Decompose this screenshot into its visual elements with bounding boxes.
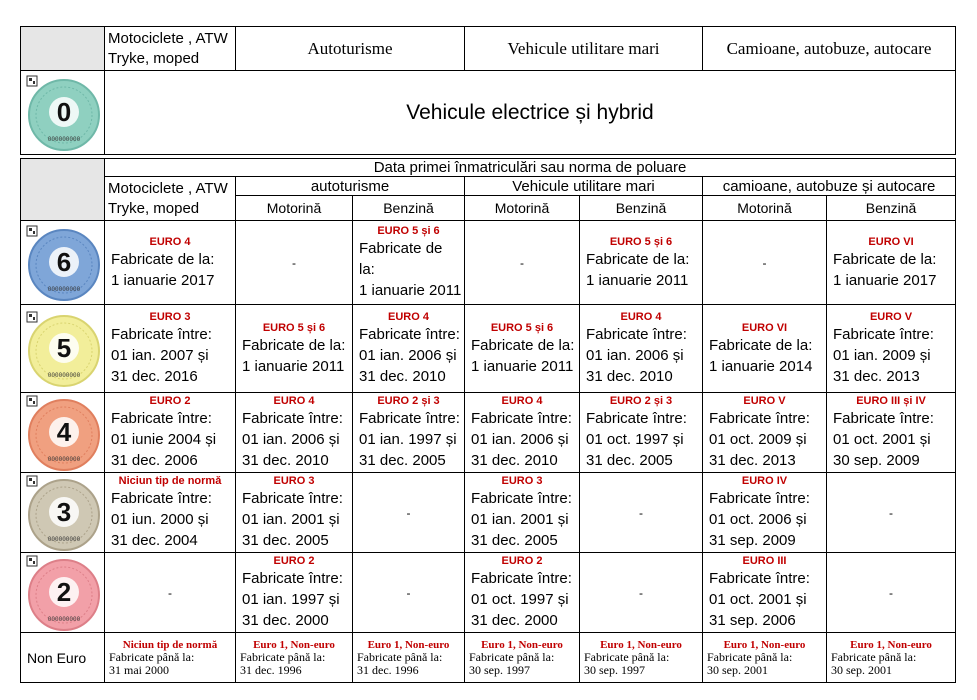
sticker-serial: 000000000 — [47, 371, 80, 379]
date-range-text: 31 dec. 2005 — [471, 532, 558, 549]
norm-cell — [105, 393, 236, 473]
norm-cell — [353, 393, 465, 473]
fuel-header: Motorină — [703, 196, 827, 221]
date-range-text: 01 oct. 1997 și — [471, 591, 569, 608]
empty-cell: - — [827, 473, 956, 553]
euro-norm-label: EURO 4 — [501, 395, 543, 407]
date-range-text: 31 dec. 2013 — [709, 452, 796, 469]
non-euro-cell: Euro 1, Non-euro Fabricate până la: 30 sep. 1997 — [580, 633, 703, 683]
empty-cell: - — [105, 553, 236, 633]
date-range-text: 01 ian. 1997 și — [359, 431, 457, 448]
date-range-text: 31 dec. 2010 — [471, 452, 558, 469]
euro-norm-label: EURO 4 — [149, 235, 191, 248]
fuel-header: Motorină — [236, 196, 353, 221]
date-range-text: 31 dec. 2013 — [833, 368, 920, 385]
date-range-text: 30 sep. 2009 — [833, 452, 920, 469]
header-moto-main: Motociclete , ATW Tryke, moped — [105, 177, 236, 221]
norm-cell — [105, 473, 236, 553]
norm-cell — [105, 221, 236, 305]
date-range-text: 01 oct. 2006 și — [709, 511, 807, 528]
date-range-text: Fabricate între: — [471, 410, 572, 427]
fuel-header: Benzină — [353, 196, 465, 221]
date-range-text: 31 dec. 2006 — [111, 452, 198, 469]
date-range-text: 01 ian. 2006 și — [471, 431, 569, 448]
date-range-text: Fabricate între: — [242, 490, 343, 507]
date-range-text: Fabricate de la: — [111, 250, 215, 268]
date-range-text: Fabricate între: — [471, 570, 572, 587]
date-range-text: 01 ian. 2006 și — [242, 431, 340, 448]
euro-norm-label: EURO VI — [741, 321, 788, 334]
date-range-text: 01 ian. 2001 și — [242, 511, 340, 528]
empty-cell: - — [353, 553, 465, 633]
empty-cell: - — [465, 221, 580, 305]
non-euro-cell: Euro 1, Non-euro Fabricate până la: 31 dec. 1996 — [236, 633, 353, 683]
norm-cell — [236, 473, 353, 553]
date-range-text: Fabricate de la: — [586, 250, 690, 268]
sticker-6-icon — [24, 224, 102, 302]
non-euro-cell: Euro 1, Non-euro Fabricate până la: 30 sep. 2001 — [827, 633, 956, 683]
date-range-text: 01 ian. 2006 și — [586, 347, 684, 364]
norm-cell — [827, 393, 956, 473]
non-euro-cell: Euro 1, Non-euro Fabricate până la: 30 sep. 2001 — [703, 633, 827, 683]
norm-cell — [703, 553, 827, 633]
euro-norm-label: EURO 4 — [273, 395, 315, 407]
date-range-text: Fabricate între: — [111, 410, 212, 427]
sticker-cell — [21, 221, 105, 305]
date-range-text: 1 ianuarie 2011 — [359, 282, 462, 299]
norm-cell — [465, 553, 580, 633]
date-range-text: 1 ianuarie 2011 — [586, 271, 689, 289]
norm-cell — [236, 305, 353, 393]
header-utilitare: Vehicule utilitare mari — [465, 27, 703, 71]
sticker-number: 4 — [56, 416, 71, 447]
date-range-text: Fabricate între: — [833, 326, 934, 343]
date-range-text: Fabricate de la: — [359, 240, 443, 278]
sticker-cell-0 — [21, 71, 105, 155]
norm-cell — [105, 305, 236, 393]
norm-cell — [353, 305, 465, 393]
sticker-0-icon — [24, 74, 102, 152]
euro-norm-label: EURO 4 — [620, 311, 662, 323]
date-range-text: 1 ianuarie 2017 — [111, 271, 215, 289]
date-range-text: Fabricate între: — [111, 326, 212, 343]
empty-cell: - — [827, 553, 956, 633]
euro-norm-label: EURO 2 — [149, 395, 191, 407]
date-range-text: Fabricate între: — [709, 490, 810, 507]
euro-norm-label: EURO III și IV — [856, 395, 926, 407]
date-range-text: 01 ian. 2007 și — [111, 347, 209, 364]
date-range-text: 31 dec. 2005 — [242, 532, 329, 549]
sticker-2-icon — [24, 554, 102, 632]
euro-norm-label: EURO 5 și 6 — [490, 321, 554, 334]
date-range-text: 1 ianuarie 2011 — [471, 357, 574, 375]
non-euro-cell: Niciun tip de normă Fabricate până la: 31 mai 2000 — [105, 633, 236, 683]
sticker-number: 6 — [56, 246, 71, 277]
sticker-serial: 000000000 — [47, 455, 80, 463]
euro-norm-label: EURO 3 — [273, 475, 315, 487]
empty-cell: - — [236, 221, 353, 305]
empty-cell: - — [580, 473, 703, 553]
header-camioane: Camioane, autobuze, autocare — [703, 27, 956, 71]
euro-norm-label: EURO 3 — [149, 311, 191, 323]
norm-cell — [580, 221, 703, 305]
sticker-4-icon — [24, 394, 102, 472]
euro-norm-label: EURO 2 și 3 — [377, 395, 440, 407]
date-range-text: 31 dec. 2004 — [111, 532, 198, 549]
norm-cell — [703, 305, 827, 393]
norm-cell — [465, 393, 580, 473]
empty-cell: - — [703, 221, 827, 305]
fuel-header: Benzină — [580, 196, 703, 221]
norm-cell — [353, 221, 465, 305]
date-range-text: 01 oct. 2001 și — [709, 591, 807, 608]
date-range-text: 1 ianuarie 2017 — [833, 271, 937, 289]
norm-cell — [827, 221, 956, 305]
euro-norm-label: EURO 5 și 6 — [377, 225, 440, 237]
norm-rows — [21, 221, 956, 633]
date-range-text: 31 dec. 2010 — [242, 452, 329, 469]
date-range-text: 31 dec. 2005 — [359, 452, 446, 469]
date-range-text: Fabricate între: — [586, 326, 687, 343]
norm-cell — [465, 305, 580, 393]
group-utilitare: Vehicule utilitare mari — [465, 177, 703, 196]
date-range-text: 01 iun. 2000 și — [111, 511, 209, 528]
date-range-text: 01 oct. 2001 și — [833, 431, 931, 448]
corner-cell-main — [21, 159, 105, 221]
date-range-text: Fabricate de la: — [709, 336, 813, 354]
norm-cell — [580, 393, 703, 473]
sticker-cell — [21, 553, 105, 633]
date-range-text: Fabricate între: — [359, 326, 460, 343]
date-range-text: 31 dec. 2016 — [111, 368, 198, 385]
sticker-number: 0 — [56, 96, 71, 127]
table-row-non-euro — [21, 633, 956, 683]
fuel-header: Benzină — [827, 196, 956, 221]
qr-code-icon — [27, 396, 37, 406]
euro-norm-label: EURO V — [869, 311, 913, 323]
empty-cell: - — [353, 473, 465, 553]
date-range-text: 01 ian. 2001 și — [471, 511, 569, 528]
sticker-cell — [21, 305, 105, 393]
euro-norm-label: EURO 3 — [501, 475, 543, 487]
date-range-text: Fabricate între: — [833, 410, 934, 427]
sticker-number: 5 — [56, 332, 71, 363]
euro-norm-label: EURO 5 și 6 — [609, 235, 673, 248]
euro-norm-label: EURO 4 — [388, 311, 429, 323]
date-range-text: Fabricate între: — [359, 410, 460, 427]
sticker-number: 3 — [56, 496, 71, 527]
sticker-serial: 000000000 — [47, 135, 80, 143]
sticker-cell — [21, 473, 105, 553]
date-range-text: 31 dec. 2000 — [471, 612, 558, 629]
date-range-text: Fabricate între: — [242, 570, 343, 587]
euro-norm-label: EURO III — [742, 555, 787, 567]
date-range-text: 01 oct. 2009 și — [709, 431, 807, 448]
sticker-cell — [21, 393, 105, 473]
norm-cell — [703, 473, 827, 553]
vehicle-category-table — [20, 26, 956, 155]
qr-code-icon — [27, 556, 37, 566]
date-range-text: 1 ianuarie 2011 — [242, 357, 345, 375]
date-range-text: 31 sep. 2006 — [709, 612, 796, 629]
date-range-text: 01 iunie 2004 și — [111, 431, 217, 448]
euro-norm-label: EURO 2 — [273, 555, 315, 567]
date-range-text: 31 dec. 2010 — [586, 368, 673, 385]
norm-cell — [236, 553, 353, 633]
date-range-text: 01 ian. 1997 și — [242, 591, 340, 608]
date-range-text: Fabricate de la: — [833, 250, 937, 268]
sticker-serial: 000000000 — [47, 615, 80, 623]
sticker-5-icon — [24, 310, 102, 388]
header-moto: Motociclete , ATW Tryke, moped — [105, 27, 236, 71]
table-row — [21, 473, 956, 553]
qr-code-icon — [27, 312, 37, 322]
corner-cell — [21, 27, 105, 71]
qr-code-icon — [27, 476, 37, 486]
date-range-text: Fabricate de la: — [471, 336, 575, 354]
date-range-text: Fabricate între: — [709, 410, 810, 427]
euro-norm-label: Niciun tip de normă — [118, 475, 222, 487]
norm-cell — [236, 393, 353, 473]
date-range-text: 01 ian. 2006 și — [359, 347, 457, 364]
euro-norm-label: EURO V — [743, 395, 786, 407]
date-range-text: 01 oct. 1997 și — [586, 431, 684, 448]
date-range-text: 1 ianuarie 2014 — [709, 357, 813, 375]
euro-norm-label: EURO 5 și 6 — [262, 321, 326, 334]
header-autoturisme: Autoturisme — [236, 27, 465, 71]
table-row — [21, 393, 956, 473]
table-title: Data primei înmatriculări sau norma de poluare — [105, 159, 956, 177]
sticker-3-icon — [24, 474, 102, 552]
table-row — [21, 553, 956, 633]
euro-norm-label: EURO IV — [741, 475, 788, 487]
euro-norm-label: EURO 2 și 3 — [609, 395, 673, 407]
non-euro-cell: Euro 1, Non-euro Fabricate până la: 30 sep. 1997 — [465, 633, 580, 683]
date-range-text: 31 sep. 2009 — [709, 532, 796, 549]
euro-norm-label: EURO 2 — [501, 555, 543, 567]
euro-norm-label: EURO VI — [868, 235, 914, 248]
sticker-number: 2 — [56, 576, 71, 607]
date-range-text: 01 ian. 2009 și — [833, 347, 931, 364]
date-range-text: Fabricate între: — [242, 410, 343, 427]
empty-cell: - — [580, 553, 703, 633]
norm-cell — [580, 305, 703, 393]
norm-cell — [827, 305, 956, 393]
date-range-text: Fabricate între: — [471, 490, 572, 507]
date-range-text: Fabricate între: — [586, 410, 687, 427]
date-range-text: 31 dec. 2000 — [242, 612, 329, 629]
sticker-serial: 000000000 — [47, 285, 80, 293]
non-euro-label: Non Euro — [21, 633, 105, 683]
electric-hybrid-label: Vehicule electrice și hybrid — [105, 71, 956, 155]
qr-code-icon — [27, 76, 37, 86]
group-camioane: camioane, autobuze și autocare — [703, 177, 956, 196]
norm-cell — [465, 473, 580, 553]
table-row — [21, 221, 956, 305]
date-range-text: Fabricate de la: — [242, 336, 346, 354]
emission-norms-table — [20, 158, 956, 683]
date-range-text: Fabricate între: — [111, 490, 212, 507]
norm-cell — [703, 393, 827, 473]
sticker-serial: 000000000 — [47, 535, 80, 543]
qr-code-icon — [27, 226, 37, 236]
non-euro-cell: Euro 1, Non-euro Fabricate până la: 31 dec. 1996 — [353, 633, 465, 683]
date-range-text: Fabricate între: — [709, 570, 810, 587]
group-autoturisme: autoturisme — [236, 177, 465, 196]
date-range-text: 31 dec. 2005 — [586, 452, 673, 469]
date-range-text: 31 dec. 2010 — [359, 368, 446, 385]
table-row — [21, 305, 956, 393]
fuel-header: Motorină — [465, 196, 580, 221]
